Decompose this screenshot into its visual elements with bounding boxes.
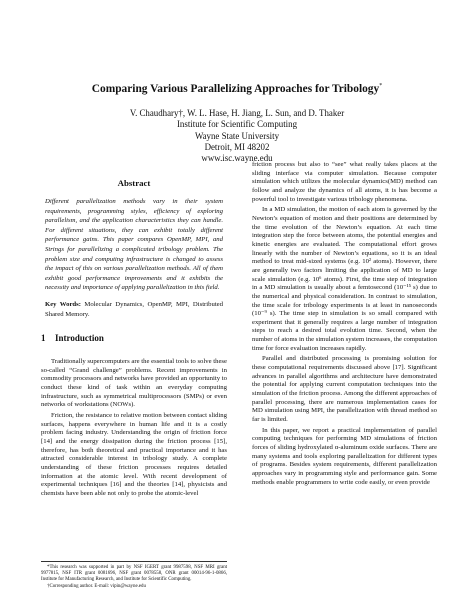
- right-paragraph-4: In this paper, we report a practical implementation of parallel computing techniques for performing MD simulations of friction forces of sliding hydroxylated α-aluminum oxide surfaces. There are many systems and tools exploring parallelization for different types of programs. Besides system requirements, different parallelization approaches vary in programming style and performance gain. Some methods enable programmers to write code easily, or even provide: [252, 426, 437, 486]
- right-paragraph-2: In a MD simulation, the motion of each atom is governed by the Newton’s equation of motion and their positions are determined by the time evolution of the Newton’s equation. At each time integration step the force between atoms, the potential energies and kinetic energies are evaluated. The computational effort grows linearly with the number of Newton’s equations, so it is an ideal method to treat mid-sized systems (e.g. 10² atoms). However, there are generally two factors limiting the application of MD to large scale simulation (e.g. 10⁶ atoms). First, the time step of integration in a MD simulation is usually about a femtosecond (10⁻¹⁵ s) due to the numerical and physical consideration. In contrast to simulation, the time scale for tribology experiments is at least in nanoseconds (10⁻⁹ s). The time step in simulation is so small compared with experiment that it generally requires a large number of integration steps to reach a desired total evolution time. Second, when the number of atoms in the simulation system increases, the computation time for force evaluation increases rapidly.: [252, 206, 437, 352]
- city: Detroit, MI 48202: [204, 141, 270, 152]
- right-column: [252, 161, 437, 487]
- author-list: V. Chaudhary†, W. L. Hase, H. Jiang, L. Sun, and D. Thaker: [129, 108, 345, 118]
- keywords-text: Molecular Dynamics, OpenMP, MPI, Distributed Shared Memory.: [45, 300, 223, 318]
- footnote-funding: *This research was supported in part by NSF IGERT grant 9987598, NSF MRI grant 9977815, NSF ITR grant 0081696, NSF grant 0078558, ONR grant 00014-96-1-0866, Institute for Manufacturing Research, and Institute for Scientific Computing.: [41, 565, 227, 583]
- intro-paragraph-1: Traditionally supercomputers are the essential tools to solve these so-called “Grand challenge” problems. Recent improvements in commodity processors and networks have provided an opportunity to conduct these kind of task within an everyday computing infrastructure, such as symmetrical multiprocessors (SMPs) or even networks of workstations (NOWs).: [41, 358, 227, 409]
- website: www.isc.wayne.edu: [201, 153, 273, 164]
- intro-paragraph-2: Friction, the resistance to relative motion between contact sliding surfaces, happens everywhere in human life and it is a costly problem facing industry. Understanding the origin of friction force [14] and the energy dissipation during the friction process [15], therefore, has both theoretical and practical importance and it has attracted considerable interest in tribology study. A complete understanding of these friction processes requires detailed information at the atomic level. With recent development of experimental techniques [16] and the theories [14], physicists and chemists have been able not only to probe the atomic-level: [41, 412, 227, 497]
- university: Wayne State University: [194, 130, 280, 141]
- right-paragraph-3: Parallel and distributed processing is promising solution for these computational requirements discussed above [17]. Significant advances in parallel algorithms and architecture have demonstrated the potential for applying current computation techniques into the simulation of the friction process. Among the different approaches of parallel processing, there are numerous implementation cases for MD simulation using MPI, the parallelization with thread method so far is limited.: [252, 355, 437, 424]
- footnote-corresponding-author: †Corresponding author. E-mail: vipin@wayne.edu: [47, 583, 146, 589]
- footnotes: [41, 561, 227, 590]
- keywords: [45, 300, 223, 319]
- section-title: Introduction: [55, 333, 104, 344]
- paper-title: [40, 79, 434, 96]
- keywords-label: Key Words:: [45, 300, 81, 308]
- institution: Institute for Scientific Computing: [176, 119, 298, 130]
- section-number: 1: [41, 333, 46, 344]
- title-footnote-marker: *: [379, 83, 383, 89]
- paper-title-text: Comparing Various Parallelizing Approaches for Tribology: [91, 82, 380, 95]
- abstract-heading: Abstract: [117, 178, 151, 188]
- section-heading-introduction: [41, 333, 227, 344]
- left-column: [41, 178, 227, 499]
- author-block: [60, 108, 414, 164]
- right-paragraph-1: friction process but also to “see” what really takes places at the sliding interface via computer simulation. Because computer simulation which utilizes the molecular dynamics(MD) method can follow and analyze the dynamics of all atoms, it is has become a powerful tool to investigate various tribology phenomena.: [252, 161, 437, 203]
- abstract-text: Different parallelization methods vary in their system requirements, programming styles, efficiency of exploring parallelism, and the application characteristics they can handle. For different situations, they can exhibit totally different performance gains. This paper compares OpenMP, MPI, and Strings for parallelizing a complicated tribology problem. The problem size and computing infrastructure is changed to assess the impact of this on various parallelization methods. All of them exhibit good performance improvements and it exhibits the necessity and importance of applying parallelization in this field.: [45, 198, 223, 292]
